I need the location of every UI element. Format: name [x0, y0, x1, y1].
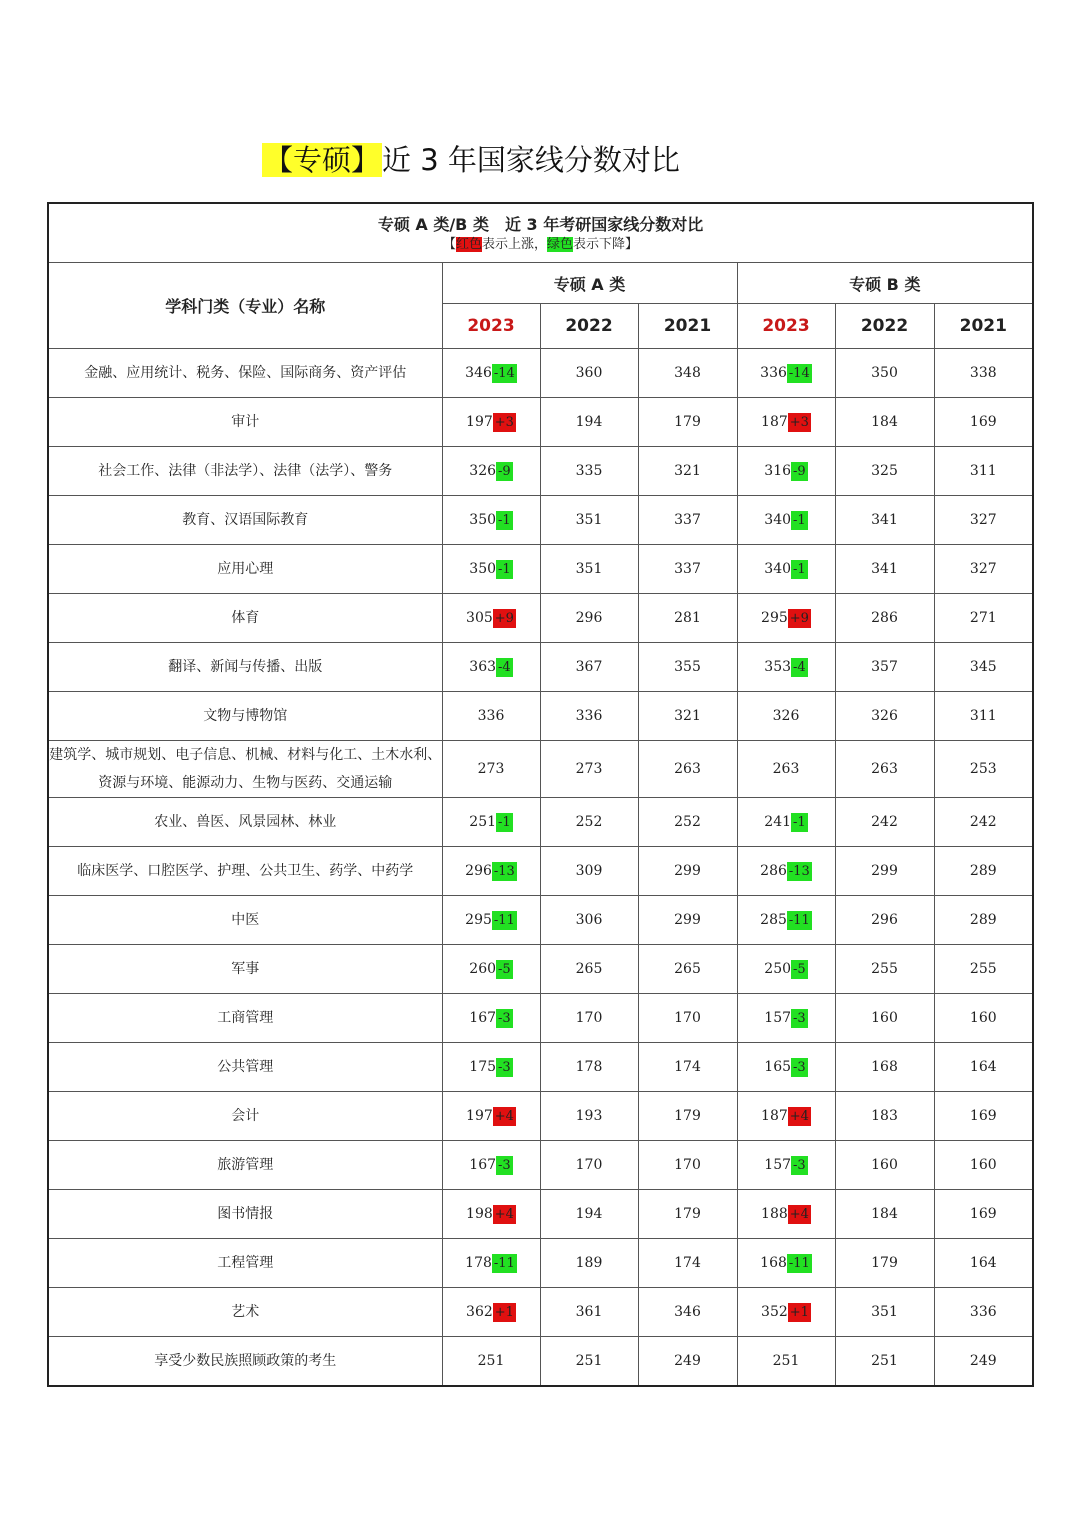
subject-name: 农业、兽医、风景园林、林业 [48, 798, 442, 847]
rise-badge: +9 [789, 610, 809, 626]
score-2022-b: 326 [835, 692, 934, 741]
score-value: 251 [469, 813, 497, 830]
rise-badge: +4 [789, 1108, 809, 1124]
subject-name: 公共管理 [48, 1043, 442, 1092]
table-row [48, 349, 1033, 398]
table-row [48, 643, 1033, 692]
score-2022-a: 189 [540, 1239, 638, 1288]
score-2021-a: 174 [638, 1239, 737, 1288]
table-row [48, 1190, 1033, 1239]
score-2021-a: 263 [638, 741, 737, 798]
header-year-b-2021: 2021 [934, 304, 1033, 349]
table-row [48, 1092, 1033, 1141]
header-year-b-2023: 2023 [737, 304, 835, 349]
score-2021-b: 242 [934, 798, 1033, 847]
score-2021-a: 174 [638, 1043, 737, 1092]
score-2021-b: 311 [934, 692, 1033, 741]
score-2023-a [442, 398, 540, 447]
score-2021-a: 348 [638, 349, 737, 398]
drop-badge: -3 [498, 1059, 511, 1075]
score-2022-b: 341 [835, 545, 934, 594]
score-value: 241 [764, 813, 792, 830]
table-row [48, 545, 1033, 594]
subject-name: 应用心理 [48, 545, 442, 594]
rise-badge: +9 [494, 610, 514, 626]
drop-badge: -5 [793, 961, 806, 977]
score-value: 168 [760, 1254, 787, 1271]
score-2023-a [442, 1092, 540, 1141]
drop-badge: -5 [498, 961, 511, 977]
subject-name: 教育、汉语国际教育 [48, 496, 442, 545]
score-2021-b: 169 [934, 398, 1033, 447]
subject-name: 艺术 [48, 1288, 442, 1337]
table-caption [48, 203, 1033, 263]
table-row [48, 945, 1033, 994]
score-2022-b: 160 [835, 1141, 934, 1190]
subject-name: 翻译、新闻与传播、出版 [48, 643, 442, 692]
score-value: 295 [761, 609, 788, 626]
score-2022-a: 309 [540, 847, 638, 896]
score-2023-a [442, 1337, 540, 1387]
caption-title: 专硕 A 类/B 类 近 3 年考研国家线分数对比 [377, 215, 704, 234]
score-2023-b [737, 594, 835, 643]
subject-name: 工程管理 [48, 1239, 442, 1288]
drop-badge: -14 [788, 365, 810, 381]
score-2023-a [442, 643, 540, 692]
score-2023-b [737, 447, 835, 496]
table-row [48, 594, 1033, 643]
table-row [48, 447, 1033, 496]
header-group-a: 专硕 A 类 [442, 263, 737, 304]
drop-badge: -13 [493, 863, 515, 879]
score-2021-b: 169 [934, 1092, 1033, 1141]
score-2021-b: 253 [934, 741, 1033, 798]
score-value: 286 [760, 862, 787, 879]
score-2021-a: 179 [638, 1190, 737, 1239]
rise-badge: +3 [789, 414, 809, 430]
score-2023-a [442, 945, 540, 994]
subject-name: 旅游管理 [48, 1141, 442, 1190]
score-2021-a: 281 [638, 594, 737, 643]
score-2021-b: 327 [934, 545, 1033, 594]
score-2022-b: 251 [835, 1337, 934, 1387]
subject-name: 文物与博物馆 [48, 692, 442, 741]
table-row [48, 798, 1033, 847]
score-2023-a [442, 1288, 540, 1337]
score-2021-b: 164 [934, 1043, 1033, 1092]
drop-badge: -9 [498, 463, 511, 479]
score-2022-a: 360 [540, 349, 638, 398]
table-row [48, 1288, 1033, 1337]
subject-name: 临床医学、口腔医学、护理、公共卫生、药学、中药学 [48, 847, 442, 896]
score-value: 273 [477, 761, 505, 777]
score-2021-a: 321 [638, 692, 737, 741]
score-2022-a: 351 [540, 545, 638, 594]
score-value: 326 [772, 708, 800, 724]
subject-name: 享受少数民族照顾政策的考生 [48, 1337, 442, 1387]
score-value: 167 [469, 1156, 497, 1173]
score-2021-b: 345 [934, 643, 1033, 692]
score-2023-b [737, 1141, 835, 1190]
score-2021-b: 327 [934, 496, 1033, 545]
drop-badge: -13 [788, 863, 810, 879]
score-2021-a: 179 [638, 1092, 737, 1141]
drop-badge: -4 [498, 659, 511, 675]
score-2023-b [737, 1337, 835, 1387]
score-2021-a: 252 [638, 798, 737, 847]
header-name-col: 学科门类（专业）名称 [48, 263, 442, 349]
table-row [48, 496, 1033, 545]
score-2023-a [442, 692, 540, 741]
score-2023-b [737, 398, 835, 447]
score-2023-b [737, 1239, 835, 1288]
score-2021-b: 311 [934, 447, 1033, 496]
score-2023-a [442, 594, 540, 643]
subject-name: 审计 [48, 398, 442, 447]
score-2021-a: 249 [638, 1337, 737, 1387]
score-value: 251 [477, 1353, 505, 1369]
rise-badge: +1 [789, 1304, 809, 1320]
score-2022-a: 367 [540, 643, 638, 692]
score-2021-b: 289 [934, 847, 1033, 896]
header-group-b: 专硕 B 类 [737, 263, 1033, 304]
score-2021-a: 346 [638, 1288, 737, 1337]
drop-badge: -11 [788, 912, 810, 928]
score-2022-b: 263 [835, 741, 934, 798]
rise-badge: +4 [789, 1206, 809, 1222]
score-2022-a: 170 [540, 1141, 638, 1190]
rise-badge: +1 [494, 1304, 514, 1320]
score-value: 167 [469, 1009, 497, 1026]
score-value: 362 [466, 1303, 493, 1320]
score-2022-a: 273 [540, 741, 638, 798]
drop-badge: -3 [498, 1157, 511, 1173]
score-2022-b: 341 [835, 496, 934, 545]
score-value: 285 [760, 911, 787, 928]
score-2022-a: 335 [540, 447, 638, 496]
score-2021-a: 170 [638, 994, 737, 1043]
drop-badge: -1 [793, 561, 806, 577]
score-2023-a [442, 1190, 540, 1239]
drop-badge: -3 [793, 1157, 806, 1173]
score-2021-a: 299 [638, 847, 737, 896]
drop-badge: -9 [793, 463, 806, 479]
score-2022-a: 251 [540, 1337, 638, 1387]
score-value: 198 [466, 1205, 493, 1222]
score-2022-b: 325 [835, 447, 934, 496]
score-2021-b: 255 [934, 945, 1033, 994]
subject-name: 图书情报 [48, 1190, 442, 1239]
table-row [48, 1239, 1033, 1288]
score-2022-a: 194 [540, 1190, 638, 1239]
score-2021-b: 289 [934, 896, 1033, 945]
score-value: 157 [764, 1156, 792, 1173]
title-highlight: 【专硕】 [264, 143, 381, 177]
score-value: 336 [477, 708, 505, 724]
header-year-a-2023: 2023 [442, 304, 540, 349]
score-2022-b: 242 [835, 798, 934, 847]
score-2023-a [442, 741, 540, 798]
score-value: 165 [764, 1058, 792, 1075]
score-value: 157 [764, 1009, 792, 1026]
score-value: 350 [469, 511, 497, 528]
score-2021-a: 355 [638, 643, 737, 692]
score-2022-a: 351 [540, 496, 638, 545]
score-2023-b [737, 994, 835, 1043]
score-2021-b: 160 [934, 1141, 1033, 1190]
score-2023-b [737, 945, 835, 994]
score-2023-a [442, 1141, 540, 1190]
table-row [48, 1337, 1033, 1387]
score-2023-a [442, 798, 540, 847]
score-2023-b [737, 741, 835, 798]
header-year-a-2022: 2022 [540, 304, 638, 349]
drop-badge: -1 [793, 814, 806, 830]
score-2023-b [737, 545, 835, 594]
subject-name: 金融、应用统计、税务、保险、国际商务、资产评估 [48, 349, 442, 398]
legend-red: 红色 [456, 237, 483, 252]
score-2023-b [737, 1288, 835, 1337]
drop-badge: -4 [793, 659, 806, 675]
score-2022-a: 170 [540, 994, 638, 1043]
score-2022-b: 351 [835, 1288, 934, 1337]
score-value: 197 [466, 1107, 493, 1124]
score-2021-a: 265 [638, 945, 737, 994]
title-text: 近 3 年国家线分数对比 [382, 143, 680, 177]
score-2021-b: 338 [934, 349, 1033, 398]
score-2023-a [442, 896, 540, 945]
table-row [48, 398, 1033, 447]
score-value: 187 [761, 413, 788, 430]
score-value: 340 [764, 511, 792, 528]
drop-badge: -11 [493, 1255, 515, 1271]
score-2023-b [737, 798, 835, 847]
rise-badge: +4 [494, 1108, 514, 1124]
score-2022-a: 265 [540, 945, 638, 994]
score-2023-b [737, 496, 835, 545]
score-2023-b [737, 847, 835, 896]
score-2022-a: 306 [540, 896, 638, 945]
score-2023-a [442, 1043, 540, 1092]
score-2021-a: 337 [638, 545, 737, 594]
score-value: 336 [760, 364, 787, 381]
score-2022-a: 193 [540, 1092, 638, 1141]
score-value: 251 [772, 1353, 800, 1369]
table-row [48, 896, 1033, 945]
score-value: 250 [764, 960, 792, 977]
score-2023-b [737, 643, 835, 692]
score-2022-a: 336 [540, 692, 638, 741]
score-value: 296 [465, 862, 492, 879]
score-2022-a: 178 [540, 1043, 638, 1092]
header-year-a-2021: 2021 [638, 304, 737, 349]
drop-badge: -1 [498, 561, 511, 577]
score-2022-b: 160 [835, 994, 934, 1043]
legend-green: 绿色 [547, 237, 574, 252]
score-table [47, 202, 1034, 1387]
score-2023-a [442, 447, 540, 496]
score-2023-a [442, 349, 540, 398]
score-2023-a [442, 847, 540, 896]
score-2021-a: 337 [638, 496, 737, 545]
score-2021-b: 160 [934, 994, 1033, 1043]
score-2023-a [442, 994, 540, 1043]
subject-name: 会计 [48, 1092, 442, 1141]
score-value: 326 [469, 462, 497, 479]
score-2022-b: 184 [835, 1190, 934, 1239]
score-2023-a [442, 545, 540, 594]
score-2023-a [442, 1239, 540, 1288]
score-2022-b: 296 [835, 896, 934, 945]
score-value: 263 [772, 761, 800, 777]
score-2023-b [737, 1092, 835, 1141]
score-value: 178 [465, 1254, 492, 1271]
table-row [48, 692, 1033, 741]
score-value: 260 [469, 960, 497, 977]
drop-badge: -1 [793, 512, 806, 528]
score-2022-a: 361 [540, 1288, 638, 1337]
score-value: 187 [761, 1107, 788, 1124]
page-title [262, 138, 680, 182]
header-year-b-2022: 2022 [835, 304, 934, 349]
rise-badge: +3 [494, 414, 514, 430]
subject-name: 社会工作、法律（非法学）、法律（法学）、警务 [48, 447, 442, 496]
table-row [48, 1043, 1033, 1092]
score-2022-b: 179 [835, 1239, 934, 1288]
score-2023-b [737, 349, 835, 398]
score-value: 175 [469, 1058, 497, 1075]
score-2022-b: 286 [835, 594, 934, 643]
score-2022-a: 194 [540, 398, 638, 447]
table-row [48, 847, 1033, 896]
score-2021-b: 271 [934, 594, 1033, 643]
drop-badge: -3 [793, 1059, 806, 1075]
score-2021-a: 170 [638, 1141, 737, 1190]
table-row [48, 741, 1033, 798]
score-2021-a: 179 [638, 398, 737, 447]
score-2023-b [737, 1190, 835, 1239]
score-2023-a [442, 496, 540, 545]
score-value: 188 [761, 1205, 788, 1222]
rise-badge: +4 [494, 1206, 514, 1222]
drop-badge: -3 [793, 1010, 806, 1026]
score-2021-b: 249 [934, 1337, 1033, 1387]
drop-badge: -14 [493, 365, 515, 381]
drop-badge: -1 [498, 814, 511, 830]
color-legend: 【红色表示上涨，绿色表示下降】 [442, 237, 639, 252]
drop-badge: -3 [498, 1010, 511, 1026]
score-2023-b [737, 692, 835, 741]
score-value: 346 [465, 364, 492, 381]
score-value: 353 [764, 658, 792, 675]
score-2022-b: 184 [835, 398, 934, 447]
score-2021-a: 299 [638, 896, 737, 945]
score-value: 350 [469, 560, 497, 577]
subject-name: 军事 [48, 945, 442, 994]
drop-badge: -1 [498, 512, 511, 528]
score-value: 340 [764, 560, 792, 577]
drop-badge: -11 [788, 1255, 810, 1271]
table-row [48, 1141, 1033, 1190]
score-2022-a: 252 [540, 798, 638, 847]
subject-name: 体育 [48, 594, 442, 643]
table-row [48, 994, 1033, 1043]
score-value: 305 [466, 609, 493, 626]
score-value: 352 [761, 1303, 788, 1320]
score-2021-b: 164 [934, 1239, 1033, 1288]
drop-badge: -11 [493, 912, 515, 928]
score-value: 197 [466, 413, 493, 430]
subject-name: 中医 [48, 896, 442, 945]
score-2023-b [737, 896, 835, 945]
score-2022-a: 296 [540, 594, 638, 643]
score-2022-b: 350 [835, 349, 934, 398]
subject-name: 建筑学、城市规划、电子信息、机械、材料与化工、土木水利、资源与环境、能源动力、生物与医药、交通运输 [48, 741, 442, 798]
score-2022-b: 168 [835, 1043, 934, 1092]
score-2021-b: 336 [934, 1288, 1033, 1337]
score-2021-b: 169 [934, 1190, 1033, 1239]
score-value: 295 [465, 911, 492, 928]
score-2022-b: 183 [835, 1092, 934, 1141]
score-value: 363 [469, 658, 497, 675]
score-2022-b: 357 [835, 643, 934, 692]
score-2021-a: 321 [638, 447, 737, 496]
score-value: 316 [764, 462, 792, 479]
score-2022-b: 255 [835, 945, 934, 994]
subject-name: 工商管理 [48, 994, 442, 1043]
score-2023-b [737, 1043, 835, 1092]
score-2022-b: 299 [835, 847, 934, 896]
